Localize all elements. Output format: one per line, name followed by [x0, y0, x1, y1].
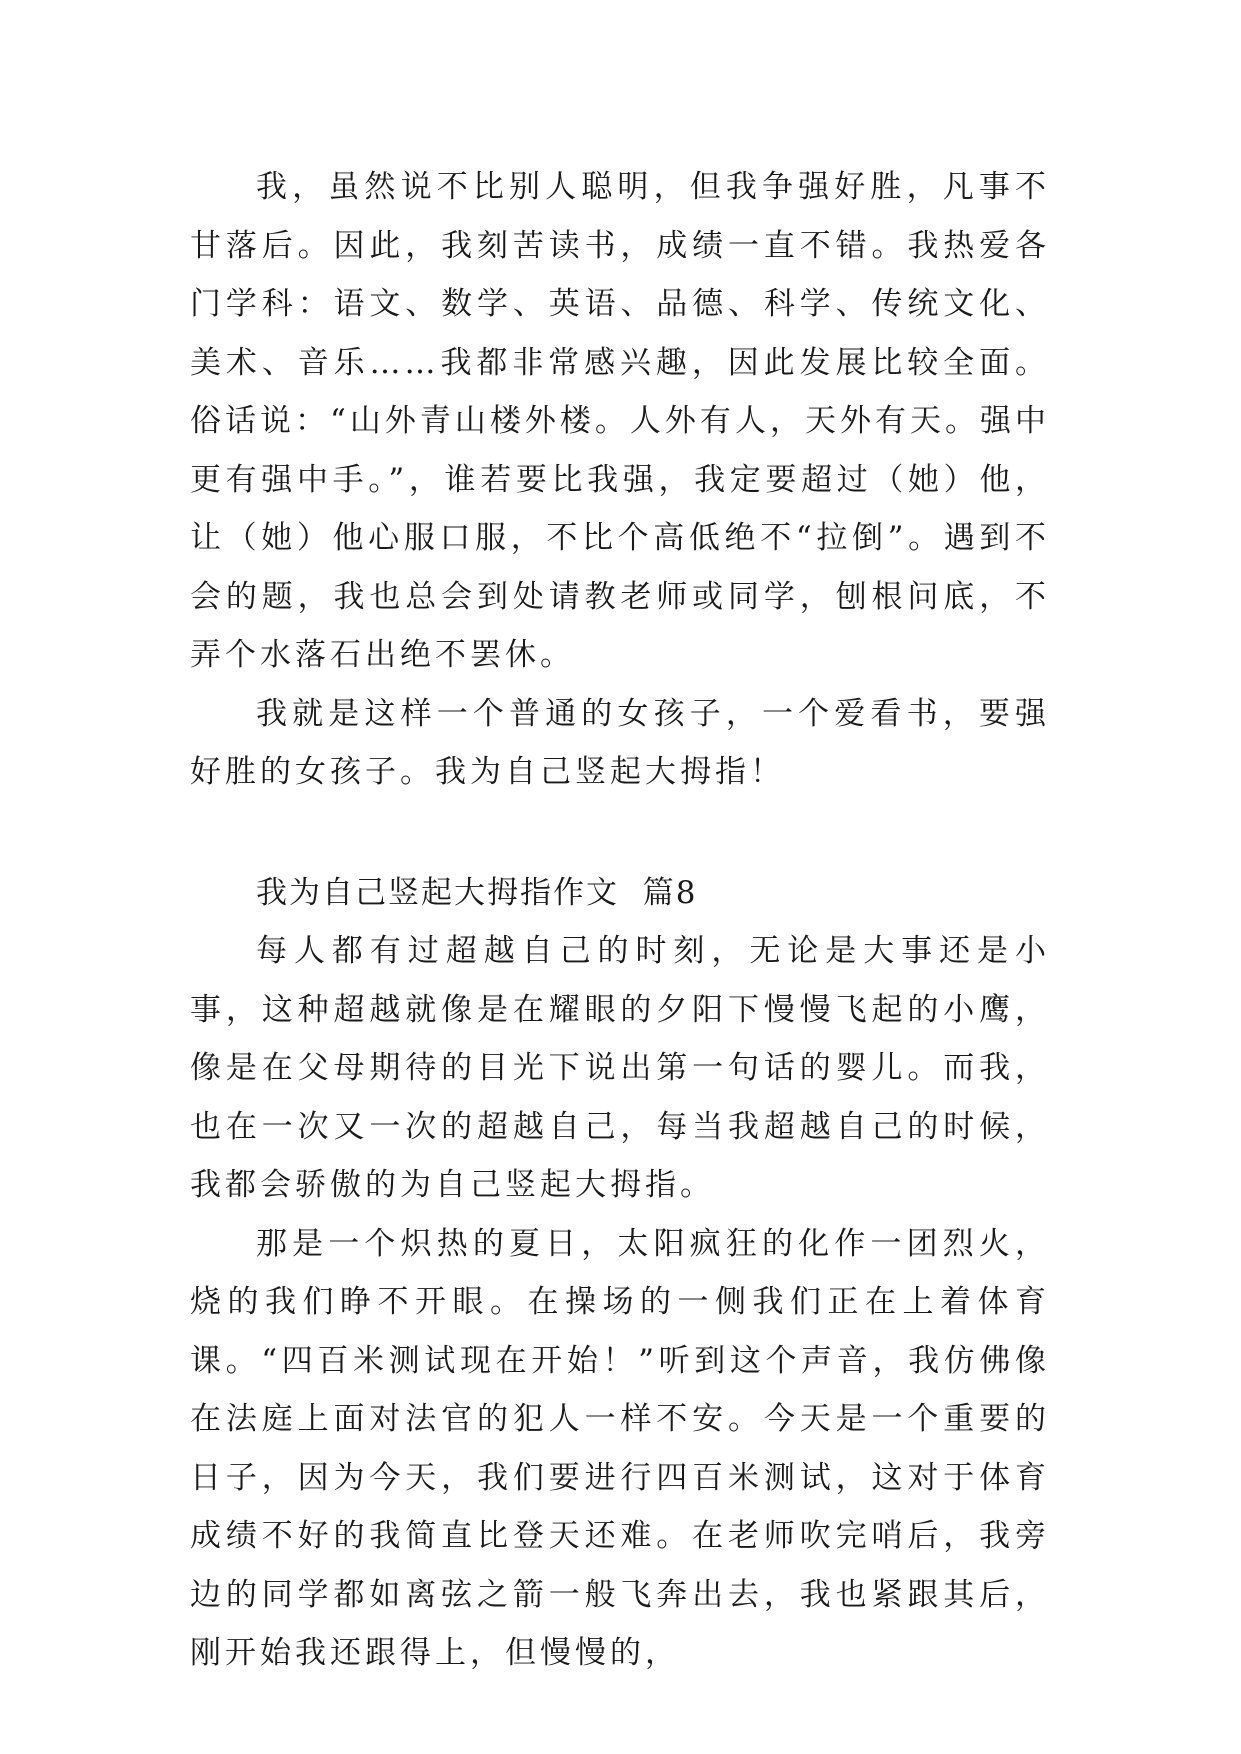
document-body [190, 158, 1050, 1683]
paragraph-conclusion: 我就是这样一个普通的女孩子，一个爱看书，要强好胜的女孩子。我为自己竖起大拇指！ [190, 695, 1050, 790]
paragraph-competitive: 我，虽然说不比别人聪明，但我争强好胜，凡事不甘落后。因此，我刻苦读书，成绩一直不错。我热爱各门学科：语文、数学、英语、品德、科学、传统文化、美术、音乐……我都非常感兴趣，因此发展比较全面。俗话说：“山外青山楼外楼。人外有人，天外有天。强中更有强中手。”，谁若要比我强，我定要超过（她）他，让（她）他心服口服，不比个高低绝不“拉倒”。遇到不会的题，我也总会到处请教老师或同学，刨根问底，不弄个水落石出绝不罢休。 [190, 169, 1050, 673]
section-title: 我为自己竖起大拇指作文 篇8 [256, 874, 698, 911]
paragraph-story: 那是一个炽热的夏日，太阳疯狂的化作一团烈火，烧的我们睁不开眼。在操场的一侧我们正在上着体育课。“四百米测试现在开始！”听到这个声音，我仿佛像在法庭上面对法官的犯人一样不安。今天是一个重要的日子，因为今天，我们要进行四百米测试，这对于体育成绩不好的我简直比登天还难。在老师吹完哨后，我旁边的同学都如离弦之箭一般飞奔出去，我也紧跟其后，刚开始我还跟得上，但慢慢的， [190, 1225, 1050, 1671]
paragraph-intro: 每人都有过超越自己的时刻，无论是大事还是小事，这种超越就像是在耀眼的夕阳下慢慢飞起的小鹰，像是在父母期待的目光下说出第一句话的婴儿。而我，也在一次又一次的超越自己，每当我超越自己的时候，我都会骄傲的为自己竖起大拇指。 [190, 933, 1050, 1203]
